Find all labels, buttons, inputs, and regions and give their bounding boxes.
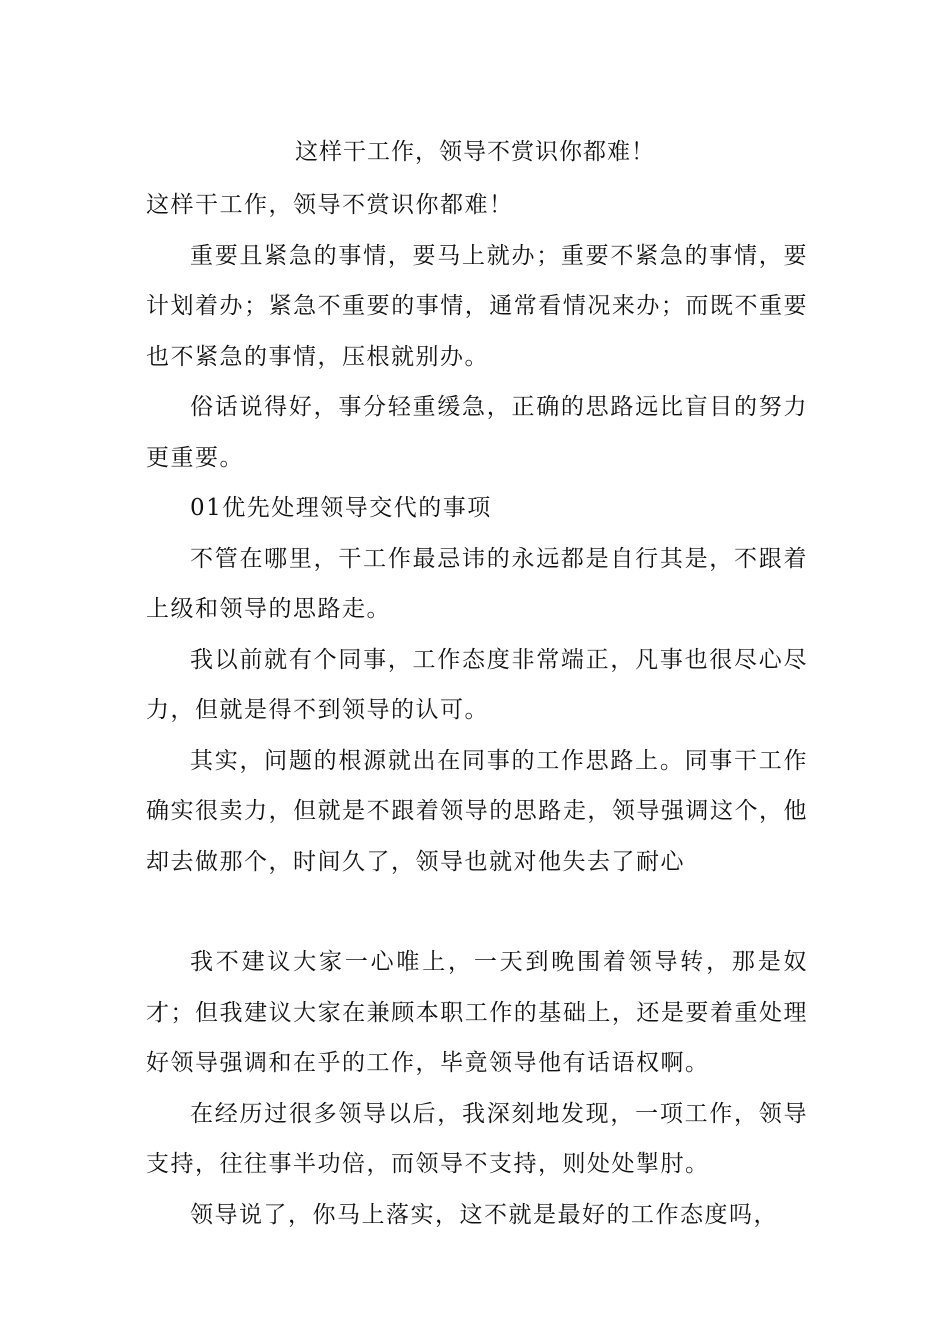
paragraph: 不管在哪里，干工作最忌讳的永远都是自行其是，不跟着上级和领导的思路走。 — [146, 545, 808, 622]
paragraph: 在经历过很多领导以后，我深刻地发现，一项工作，领导支持，往往事半功倍，而领导不支持，则处处掣肘。 — [146, 1100, 808, 1177]
paragraph-gap — [146, 887, 808, 937]
document-body — [146, 180, 808, 1240]
section-heading: 01优先处理领导交代的事项 — [190, 495, 492, 521]
paragraph: 重要且紧急的事情，要马上就办；重要不紧急的事情，要计划着办；紧急不重要的事情，通常看情况来办；而既不重要也不紧急的事情，压根就别办。 — [146, 242, 808, 370]
paragraph: 我不建议大家一心唯上，一天到晚围着领导转，那是奴才；但我建议大家在兼顾本职工作的基础上，还是要着重处理好领导强调和在乎的工作，毕竟领导他有话语权啊。 — [146, 949, 808, 1076]
paragraph: 我以前就有个同事，工作态度非常端正，凡事也很尽心尽力，但就是得不到领导的认可。 — [146, 646, 808, 723]
document-subtitle: 这样干工作，领导不赏识你都难！ — [146, 192, 514, 218]
paragraph: 俗话说得好，事分轻重缓急，正确的思路远比盲目的努力更重要。 — [146, 394, 808, 471]
document-title: 这样干工作，领导不赏识你都难！ — [295, 139, 655, 165]
paragraph: 其实，问题的根源就出在同事的工作思路上。同事干工作确实很卖力，但就是不跟着领导的思路走，领导强调这个，他却去做那个，时间久了，领导也就对他失去了耐心 — [146, 747, 808, 875]
paragraph: 领导说了，你马上落实，这不就是最好的工作态度吗， — [190, 1201, 778, 1228]
